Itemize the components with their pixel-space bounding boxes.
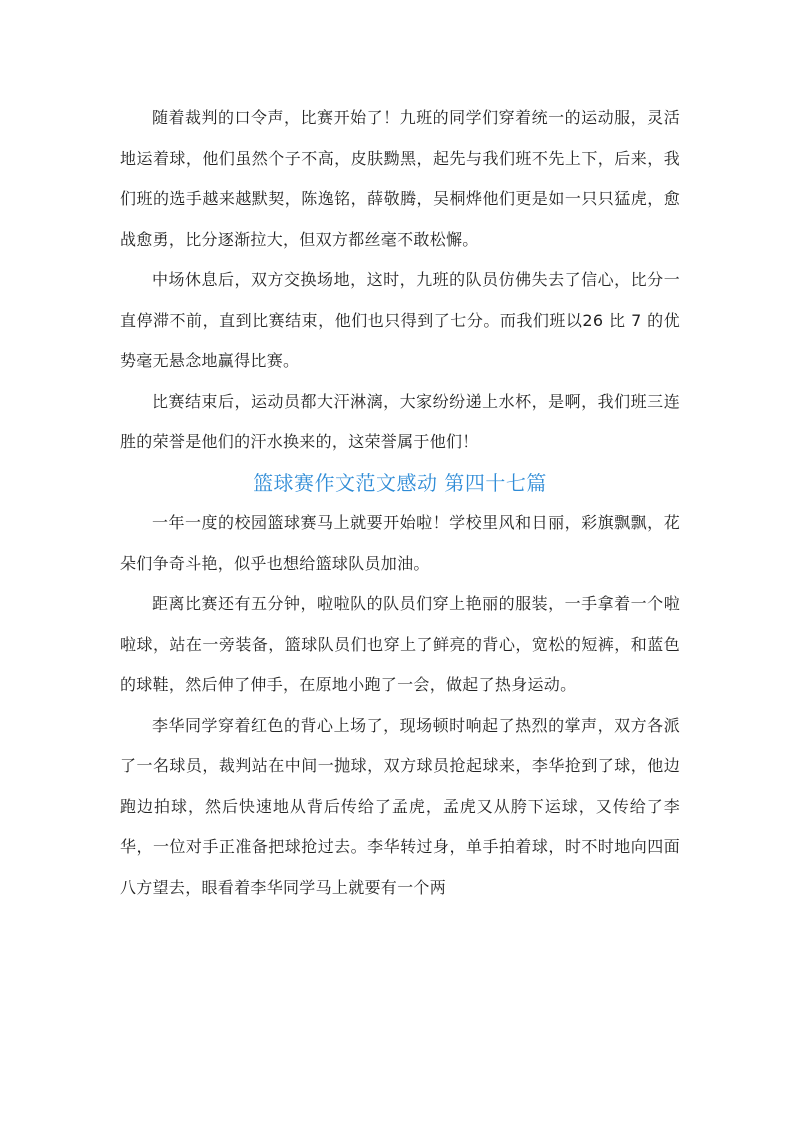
- document-body: [120, 98, 680, 908]
- paragraph: 距离比赛还有五分钟，啦啦队的队员们穿上艳丽的服装，一手拿着一个啦啦球，站在一旁装备，篮球队员们也穿上了鲜亮的背心，宽松的短裤，和蓝色的球鞋，然后伸了伸手，在原地小跑了一会，做起了热身运动。: [120, 594, 680, 694]
- paragraph: 中场休息后，双方交换场地，这时，九班的队员仿佛失去了信心，比分一直停滞不前，直到比赛结束，他们也只得到了七分。而我们班以26 比 7 的优势毫无悬念地赢得比赛。: [120, 270, 680, 370]
- section-title: 篮球赛作文范文感动 第四十七篇: [253, 470, 547, 495]
- paragraph: 随着裁判的口令声，比赛开始了！九班的同学们穿着统一的运动服，灵活地运着球，他们虽然个子不高，皮肤黝黑，起先与我们班不先上下，后来，我们班的选手越来越默契，陈逸铭，薛敬腾，吴桐烨他们更是如一只只猛虎，愈战愈勇，比分逐渐拉大，但双方都丝毫不敢松懈。: [120, 108, 680, 249]
- paragraph: 比赛结束后，运动员都大汗淋漓，大家纷纷递上水杯，是啊，我们班三连胜的荣誉是他们的汗水换来的，这荣誉属于他们！: [120, 391, 680, 451]
- paragraph: 一年一度的校园篮球赛马上就要开始啦！学校里风和日丽，彩旗飘飘，花朵们争奇斗艳，似乎也想给篮球队员加油。: [120, 513, 680, 573]
- paragraph: 李华同学穿着红色的背心上场了，现场顿时响起了热烈的掌声，双方各派了一名球员，裁判站在中间一抛球，双方球员抢起球来，李华抢到了球，他边跑边拍球，然后快速地从背后传给了孟虎，孟虎又从胯下运球，又传给了李华，一位对手正准备把球抢过去。李华转过身，单手拍着球，时不时地向四面八方望去，眼看着李华同学马上就要有一个两: [120, 715, 680, 897]
